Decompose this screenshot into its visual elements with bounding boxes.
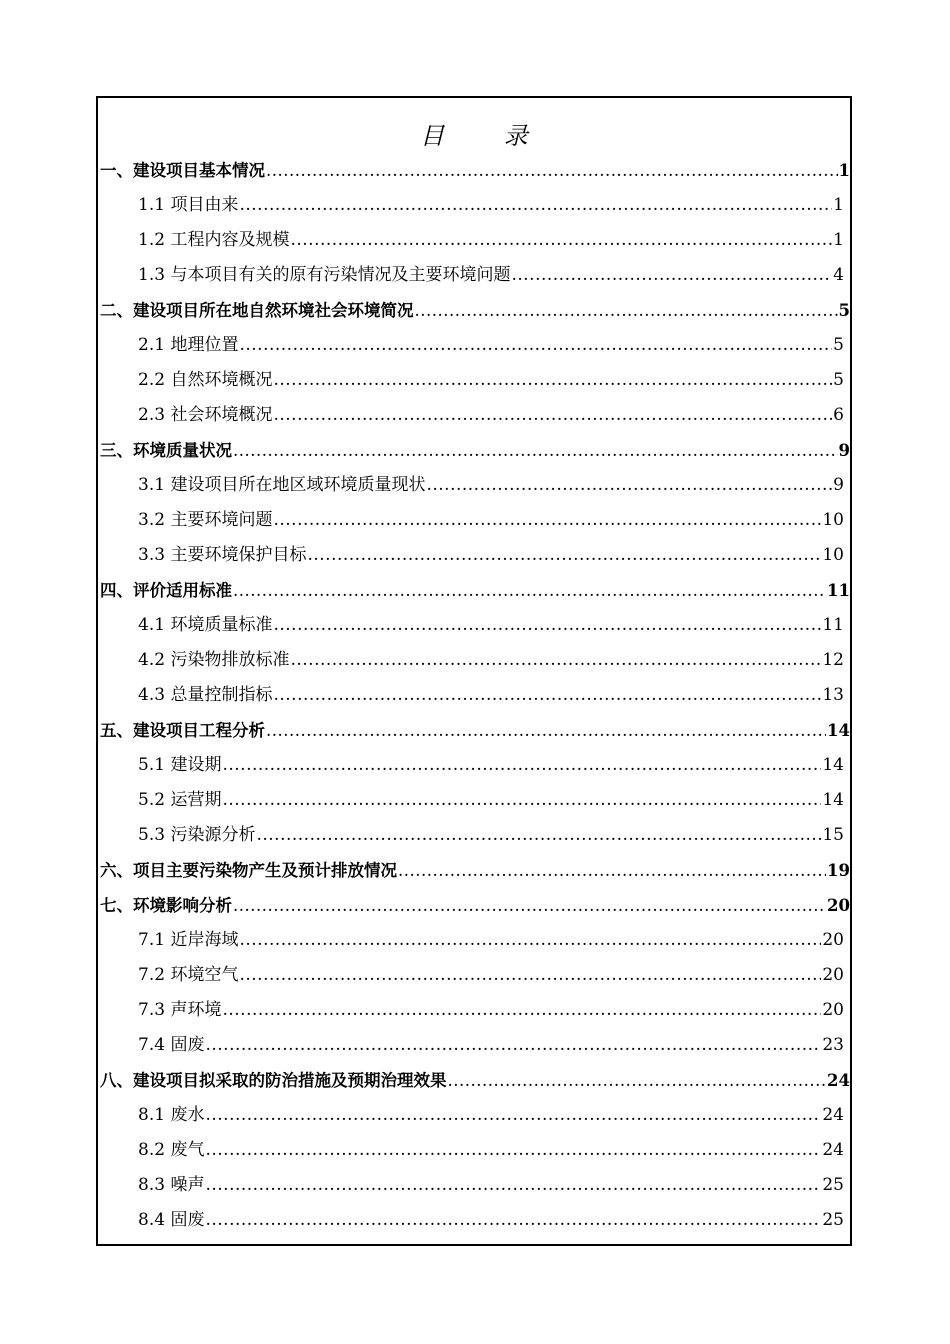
toc-entry-page-number: 1 — [838, 161, 850, 180]
toc-frame — [96, 96, 852, 1246]
toc-dot-leader — [233, 433, 838, 468]
toc-entry-label: 3.3 主要环境保护目标 — [138, 545, 307, 565]
toc-dot-leader — [273, 503, 821, 538]
table-of-contents — [98, 153, 850, 1238]
toc-section-entry[interactable] — [98, 503, 850, 538]
toc-entry-page-number: 14 — [827, 721, 850, 740]
toc-dot-leader — [290, 643, 821, 678]
toc-entry-page-number: 13 — [822, 685, 844, 705]
toc-entry-label: 三、环境质量状况 — [100, 441, 232, 460]
toc-entry-page-number: 15 — [822, 825, 844, 845]
toc-entry-label: 7.1 近岸海域 — [138, 930, 239, 950]
toc-dot-leader — [273, 398, 832, 433]
toc-entry-label: 2.3 社会环境概况 — [138, 405, 273, 425]
toc-section-entry[interactable] — [98, 1028, 850, 1063]
toc-entry-label: 4.2 污染物排放标准 — [138, 650, 290, 670]
toc-entry-label: 一、建设项目基本情况 — [100, 161, 265, 180]
toc-entry-page-number: 14 — [822, 790, 844, 810]
toc-entry-page-number: 11 — [827, 581, 850, 600]
toc-section-entry[interactable] — [98, 1098, 850, 1133]
toc-section-entry[interactable] — [98, 188, 850, 223]
toc-entry-label: 8.2 废气 — [138, 1140, 205, 1160]
toc-dot-leader — [205, 1028, 821, 1063]
toc-section-entry[interactable] — [98, 643, 850, 678]
toc-dot-leader — [222, 993, 821, 1028]
toc-section-entry[interactable] — [98, 1203, 850, 1238]
toc-dot-leader — [266, 153, 838, 188]
toc-dot-leader — [205, 1133, 821, 1168]
toc-dot-leader — [290, 223, 832, 258]
toc-dot-leader — [256, 818, 821, 853]
toc-entry-label: 7.2 环境空气 — [138, 965, 239, 985]
toc-dot-leader — [205, 1203, 821, 1238]
toc-entry-label: 1.2 工程内容及规模 — [138, 230, 290, 250]
toc-section-entry[interactable] — [98, 1133, 850, 1168]
toc-section-entry[interactable] — [98, 328, 850, 363]
toc-entry-page-number: 12 — [822, 650, 844, 670]
toc-entry-page-number: 1 — [833, 230, 844, 250]
toc-section-entry[interactable] — [98, 923, 850, 958]
toc-entry-page-number: 24 — [822, 1140, 844, 1160]
toc-section-entry[interactable] — [98, 993, 850, 1028]
toc-entry-label: 四、评价适用标准 — [100, 581, 232, 600]
toc-chapter-entry[interactable] — [98, 293, 850, 328]
toc-section-entry[interactable] — [98, 1168, 850, 1203]
toc-chapter-entry[interactable] — [98, 1063, 850, 1098]
toc-entry-label: 1.3 与本项目有关的原有污染情况及主要环境问题 — [138, 265, 511, 285]
toc-section-entry[interactable] — [98, 538, 850, 573]
toc-entry-page-number: 20 — [822, 1000, 844, 1020]
toc-entry-page-number: 25 — [822, 1210, 844, 1230]
toc-entry-page-number: 5 — [833, 335, 844, 355]
toc-dot-leader — [205, 1098, 821, 1133]
toc-entry-label: 4.3 总量控制指标 — [138, 685, 273, 705]
toc-entry-label: 2.1 地理位置 — [138, 335, 239, 355]
toc-entry-label: 六、项目主要污染物产生及预计排放情况 — [100, 861, 397, 880]
toc-entry-label: 3.1 建设项目所在地区域环境质量现状 — [138, 475, 426, 495]
toc-entry-label: 八、建设项目拟采取的防治措施及预期治理效果 — [100, 1071, 447, 1090]
toc-entry-label: 7.3 声环境 — [138, 1000, 222, 1020]
toc-dot-leader — [233, 573, 826, 608]
toc-section-entry[interactable] — [98, 748, 850, 783]
toc-chapter-entry[interactable] — [98, 153, 850, 188]
toc-entry-page-number: 20 — [827, 896, 850, 915]
toc-dot-leader — [448, 1063, 827, 1098]
toc-dot-leader — [233, 888, 826, 923]
toc-section-entry[interactable] — [98, 258, 850, 293]
toc-dot-leader — [222, 783, 821, 818]
toc-chapter-entry[interactable] — [98, 888, 850, 923]
toc-section-entry[interactable] — [98, 678, 850, 713]
toc-section-entry[interactable] — [98, 783, 850, 818]
toc-entry-label: 5.3 污染源分析 — [138, 825, 256, 845]
toc-entry-page-number: 5 — [833, 370, 844, 390]
toc-dot-leader — [239, 958, 821, 993]
toc-entry-label: 七、环境影响分析 — [100, 896, 232, 915]
toc-section-entry[interactable] — [98, 223, 850, 258]
toc-entry-label: 1.1 项目由来 — [138, 195, 239, 215]
toc-dot-leader — [273, 678, 821, 713]
toc-entry-page-number: 6 — [833, 405, 844, 425]
toc-dot-leader — [239, 923, 821, 958]
toc-dot-leader — [426, 468, 832, 503]
toc-chapter-entry[interactable] — [98, 853, 850, 888]
toc-dot-leader — [239, 328, 832, 363]
toc-chapter-entry[interactable] — [98, 433, 850, 468]
toc-dot-leader — [307, 538, 821, 573]
toc-entry-label: 8.4 固废 — [138, 1210, 205, 1230]
toc-entry-label: 二、建设项目所在地自然环境社会环境简况 — [100, 301, 414, 320]
toc-entry-page-number: 23 — [822, 1035, 844, 1055]
toc-entry-label: 5.1 建设期 — [138, 755, 222, 775]
toc-chapter-entry[interactable] — [98, 573, 850, 608]
toc-entry-label: 2.2 自然环境概况 — [138, 370, 273, 390]
toc-entry-page-number: 19 — [827, 861, 850, 880]
toc-entry-page-number: 25 — [822, 1175, 844, 1195]
toc-section-entry[interactable] — [98, 608, 850, 643]
toc-dot-leader — [511, 258, 832, 293]
toc-section-entry[interactable] — [98, 468, 850, 503]
toc-entry-label: 五、建设项目工程分析 — [100, 721, 265, 740]
toc-dot-leader — [415, 293, 838, 328]
toc-dot-leader — [273, 608, 821, 643]
toc-entry-page-number: 10 — [822, 545, 844, 565]
toc-entry-page-number: 11 — [822, 615, 844, 635]
toc-dot-leader — [266, 713, 826, 748]
toc-chapter-entry[interactable] — [98, 713, 850, 748]
toc-entry-label: 8.1 废水 — [138, 1105, 205, 1125]
toc-entry-page-number: 14 — [822, 755, 844, 775]
toc-entry-label: 5.2 运营期 — [138, 790, 222, 810]
toc-section-entry[interactable] — [98, 818, 850, 853]
toc-entry-label: 3.2 主要环境问题 — [138, 510, 273, 530]
toc-entry-page-number: 24 — [822, 1105, 844, 1125]
toc-dot-leader — [205, 1168, 821, 1203]
toc-section-entry[interactable] — [98, 398, 850, 433]
toc-dot-leader — [273, 363, 832, 398]
toc-dot-leader — [398, 853, 826, 888]
toc-entry-page-number: 4 — [833, 265, 844, 285]
toc-section-entry[interactable] — [98, 958, 850, 993]
toc-entry-page-number: 9 — [838, 441, 850, 460]
toc-entry-page-number: 1 — [833, 195, 844, 215]
page-title: 目 录 — [420, 122, 554, 150]
toc-entry-page-number: 9 — [833, 475, 844, 495]
toc-entry-page-number: 24 — [827, 1071, 850, 1090]
toc-entry-page-number: 20 — [822, 930, 844, 950]
toc-entry-page-number: 5 — [838, 301, 850, 320]
toc-dot-leader — [222, 748, 821, 783]
toc-entry-page-number: 20 — [822, 965, 844, 985]
toc-dot-leader — [239, 188, 832, 223]
toc-section-entry[interactable] — [98, 363, 850, 398]
toc-entry-page-number: 10 — [822, 510, 844, 530]
toc-entry-label: 8.3 噪声 — [138, 1175, 205, 1195]
toc-entry-label: 4.1 环境质量标准 — [138, 615, 273, 635]
toc-entry-label: 7.4 固废 — [138, 1035, 205, 1055]
